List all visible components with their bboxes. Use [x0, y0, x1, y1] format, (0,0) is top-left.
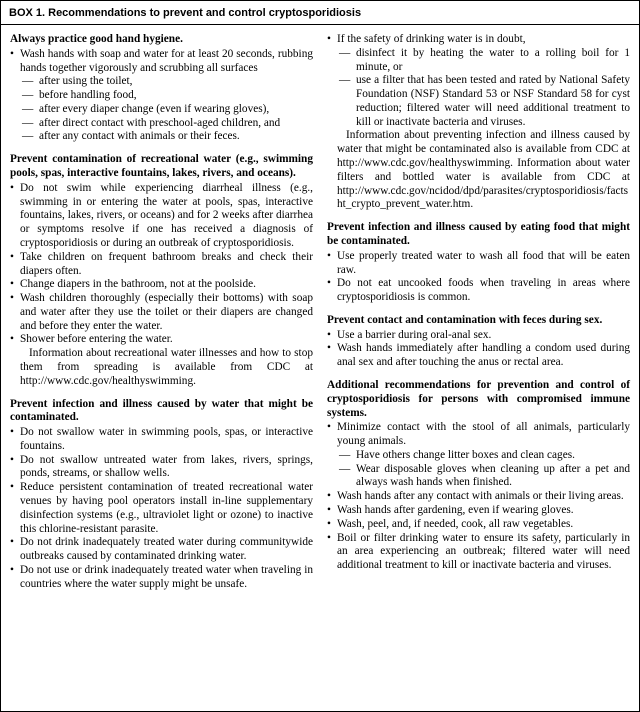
dash-marker: —	[339, 462, 351, 475]
bullet-marker: •	[327, 421, 331, 434]
list-item-text: Shower before entering the water.	[20, 333, 173, 346]
bullet-marker: •	[327, 33, 331, 45]
section-header: Prevent contact and contamination with feces during sex.	[327, 313, 603, 326]
sub-list-item	[339, 47, 630, 75]
bullet-marker: •	[327, 490, 331, 503]
list-item	[10, 333, 313, 347]
list-item-text: If the safety of drinking water is in doubt,	[337, 33, 526, 45]
section	[10, 153, 313, 388]
sub-list-item	[22, 89, 313, 103]
list-item-text: Wash hands immediately after handling a condom used during anal sex and after touching the anus or rectal area.	[337, 342, 630, 369]
section-header: Prevent infection and illness caused by water that might be contaminated.	[10, 397, 313, 424]
list-item-text: Wash hands with soap and water for at least 20 seconds, rubbing hands together vigorously and scrubbing all surfaces	[20, 47, 313, 74]
list-item	[10, 251, 313, 279]
bullet-marker: •	[327, 342, 331, 355]
bullet-marker: •	[327, 531, 331, 544]
sub-list-item	[22, 103, 313, 117]
bullet-marker: •	[327, 277, 331, 290]
bullet-marker: •	[10, 292, 14, 305]
section-header: Additional recommendations for prevention and control of cryptosporidiosis for persons with compromised immune systems.	[327, 378, 630, 419]
list-item	[327, 518, 630, 532]
list-item-text: Minimize contact with the stool of all animals, particularly young animals.	[337, 421, 630, 448]
bullet-marker: •	[10, 536, 14, 549]
list-item-text: Wash, peel, and, if needed, cook, all raw vegetables.	[337, 517, 574, 530]
info-note: Information about preventing infection and illness caused by water that might be contaminated also is available from CDC at http://www.cdc.gov/healthyswimming. Information about water filters and bottled water is available from CDC at http://www.cdc.gov/ncidod/dpd/parasites/cryptosporidiosis/factsht_crypto_prevent_water.htm.	[337, 129, 630, 211]
list-item-text: Boil or filter drinking water to ensure its safety, particularly in an area experiencing an outbreak; filtered water will need additional treatment to kill or inactivate bacteria and viruses.	[337, 531, 630, 572]
section	[327, 379, 630, 573]
sub-list-item	[22, 75, 313, 89]
dash-marker: —	[22, 75, 34, 88]
list-item	[327, 421, 630, 449]
sub-list-item-text: Wear disposable gloves when cleaning up after a pet and always wash hands when finished.	[356, 462, 630, 489]
info-note: Information about recreational water illnesses and how to stop them from spreading is available from CDC at http://www.cdc.gov/healthyswimming.	[20, 347, 313, 387]
list-item-text: Wash hands after any contact with animals or their living areas.	[337, 490, 624, 503]
list-item-text: Do not eat uncooked foods when traveling in areas where cryptosporidiosis is common.	[337, 277, 630, 304]
bullet-marker: •	[327, 328, 331, 341]
sub-list-item-text: after using the toilet,	[39, 75, 133, 88]
list-item	[327, 504, 630, 518]
sub-list-item	[339, 463, 630, 491]
sub-list-item-text: after every diaper change (even if wearing gloves),	[39, 102, 270, 115]
dash-marker: —	[339, 74, 351, 87]
list-item	[10, 182, 313, 251]
list-item-text: Wash children thoroughly (especially their bottoms) with soap and water after they use the toilet or their diapers are changed and before they enter the water.	[20, 292, 313, 332]
list-item	[10, 426, 313, 454]
sub-list-item	[22, 130, 313, 144]
list-item	[327, 532, 630, 573]
sub-list-item-text: use a filter that has been tested and rated by National Safety Foundation (NSF) Standard 53 or NSF Standard 58 for cyst reduction; filtered water will need additional treatment to kill or inactivate bacteria and viruses.	[356, 74, 630, 128]
dash-marker: —	[22, 130, 34, 143]
list-item	[10, 278, 313, 292]
list-item-text: Do not drink inadequately treated water during communitywide outbreaks caused by contaminated drinking water.	[20, 536, 313, 563]
list-item-text: Do not swallow untreated water from lakes, rivers, springs, ponds, streams, or shallow wells.	[20, 453, 313, 480]
dash-marker: —	[22, 89, 34, 102]
list-item-text: Take children on frequent bathroom breaks and check their diapers often.	[20, 250, 313, 277]
dash-marker: —	[22, 102, 34, 115]
section-header: Prevent infection and illness caused by eating food that might be contaminated.	[327, 221, 630, 247]
bullet-marker: •	[10, 453, 14, 466]
sub-list-item-text: disinfect it by heating the water to a rolling boil for 1 minute, or	[356, 46, 630, 73]
list-item	[10, 536, 313, 564]
bullet-marker: •	[10, 250, 14, 263]
list-item	[327, 329, 630, 343]
list-item-text: Do not swallow water in swimming pools, spas, or interactive fountains.	[20, 426, 313, 452]
bullet-marker: •	[327, 249, 331, 262]
section	[327, 221, 630, 305]
list-item	[327, 33, 630, 47]
bullet-marker: •	[10, 181, 14, 194]
bullet-marker: •	[10, 426, 14, 439]
list-item-text: Do not swim while experiencing diarrheal illness (e.g., swimming in or entering the water at pools, spas, interactive fountains, lakes, rivers, or oceans) and for 2 weeks after diarrhea or symptoms resolve if one has received a diagnosis of cryptosporidiosis or during an outbreak of cryptosporidiosis.	[20, 181, 313, 249]
list-item	[327, 342, 630, 370]
column-right	[327, 33, 630, 705]
dash-marker: —	[339, 448, 351, 461]
list-item-text: Use a barrier during oral-anal sex.	[337, 328, 492, 341]
bullet-marker: •	[10, 47, 14, 60]
dash-marker: —	[339, 46, 351, 59]
list-item-text: Use properly treated water to wash all food that will be eaten raw.	[337, 249, 630, 276]
list-item	[10, 564, 313, 592]
bullet-marker: •	[10, 563, 14, 576]
sub-list-item	[339, 74, 630, 129]
list-item-text: Change diapers in the bathroom, not at the poolside.	[20, 278, 256, 291]
dash-marker: —	[22, 116, 34, 129]
list-item	[10, 454, 313, 482]
list-item	[327, 490, 630, 504]
section-header: Prevent contamination of recreational water (e.g., swimming pools, spas, interactive fountains, lakes, rivers, and oceans).	[10, 153, 313, 180]
list-item	[327, 250, 630, 278]
list-item-text: Reduce persistent contamination of treated recreational water venues by having pool operators install in-line supplementary disinfection systems (e.g., ultraviolet light or ozone) to inactive this chlorine-resistant parasite.	[20, 481, 313, 535]
section	[327, 314, 630, 370]
box-content	[1, 25, 639, 711]
sub-list-item-text: before handling food,	[39, 89, 137, 102]
sub-list-item-text: after direct contact with preschool-aged children, and	[39, 116, 281, 129]
list-item	[10, 481, 313, 536]
section	[327, 33, 630, 212]
list-item-text: Wash hands after gardening, even if wearing gloves.	[337, 504, 574, 516]
sub-list-item-text: after any contact with animals or their feces.	[39, 130, 240, 143]
section	[10, 33, 313, 144]
box-title: BOX 1. Recommendations to prevent and control cryptosporidiosis	[1, 1, 639, 25]
sub-list-item	[339, 449, 630, 463]
list-item	[10, 48, 313, 76]
sub-list-item-text: Have others change litter boxes and clean cages.	[356, 448, 575, 461]
list-item	[327, 277, 630, 305]
list-item-text: Do not use or drink inadequately treated water when traveling in countries where the water supply might be unsafe.	[20, 563, 313, 590]
section-header: Always practice good hand hygiene.	[10, 33, 183, 45]
bullet-marker: •	[10, 481, 14, 494]
sub-list-item	[22, 117, 313, 131]
bullet-marker: •	[327, 504, 331, 516]
section	[10, 398, 313, 592]
bullet-marker: •	[10, 278, 14, 291]
bullet-marker: •	[10, 333, 14, 346]
column-left	[10, 33, 313, 705]
list-item	[10, 292, 313, 333]
bullet-marker: •	[327, 517, 331, 530]
